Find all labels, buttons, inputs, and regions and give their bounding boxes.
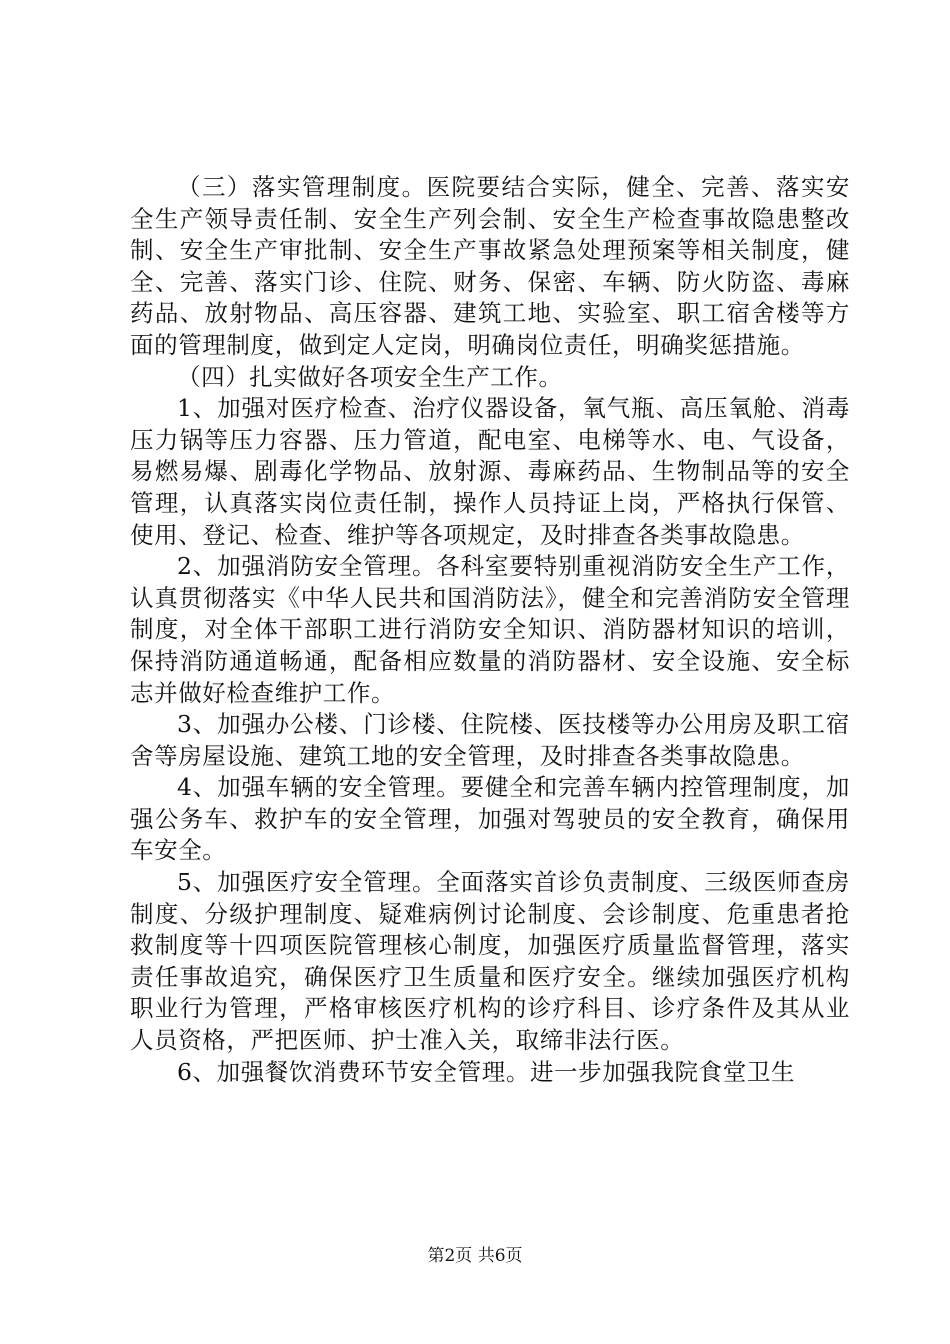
paragraph-catering-safety: 6、加强餐饮消费环节安全管理。进一步加强我院食堂卫生	[177, 1057, 796, 1086]
paragraph-fire-safety: 2、加强消防安全管理。各科室要特别重视消防安全生产工作，认真贯彻落实《中华人民共和国消防法》，健全和完善消防安全管理制度，对全体干部职工进行消防安全知识、消防器材知识的培训，保持消防通道畅通，配备相应数量的消防器材、安全设施、安全标志并做好检查维护工作。	[130, 552, 850, 707]
paragraph-management-system: （三）落实管理制度。医院要结合实际，健全、完善、落实安全生产领导责任制、安全生产列会制、安全生产检查事故隐患整改制、安全生产审批制、安全生产事故紧急处理预案等相关制度，健全、完善、落实门诊、住院、财务、保密、车辆、防火防盗、毒麻药品、放射物品、高压容器、建筑工地、实验室、职工宿舍楼等方面的管理制度，做到定人定岗，明确岗位责任，明确奖惩措施。	[130, 173, 850, 359]
page-number-footer: 第2页 共6页	[427, 1246, 523, 1266]
paragraph-medical-safety: 5、加强医疗安全管理。全面落实首诊负责制度、三级医师查房制度、分级护理制度、疑难病例讨论制度、会诊制度、危重患者抢救制度等十四项医院管理核心制度，加强医疗质量监督管理，落实责任事故追究，确保医疗卫生质量和医疗安全。继续加强医疗机构职业行为管理，严格审核医疗机构的诊疗科目、诊疗条件及其从业人员资格，严把医师、护士准入关，取缔非法行医。	[130, 868, 850, 1055]
document-body	[130, 172, 850, 1088]
paragraph-building-safety: 3、加强办公楼、门诊楼、住院楼、医技楼等办公用房及职工宿舍等房屋设施、建筑工地的安全管理，及时排查各类事故隐患。	[130, 710, 850, 770]
paragraph-vehicle-safety: 4、加强车辆的安全管理。要健全和完善车辆内控管理制度，加强公务车、救护车的安全管理，加强对驾驶员的安全教育，确保用车安全。	[130, 773, 850, 865]
paragraph-equipment-safety: 1、加强对医疗检查、治疗仪器设备，氧气瓶、高压氧舱、消毒压力锅等压力容器、压力管道，配电室、电梯等水、电、气设备，易燃易爆、剧毒化学物品、放射源、毒麻药品、生物制品等的安全管理，认真落实岗位责任制，操作人员持证上岗，严格执行保管、使用、登记、检查、维护等各项规定，及时排查各类事故隐患。	[130, 394, 850, 549]
paragraph-heading-safety-work: （四）扎实做好各项安全生产工作。	[177, 362, 563, 391]
